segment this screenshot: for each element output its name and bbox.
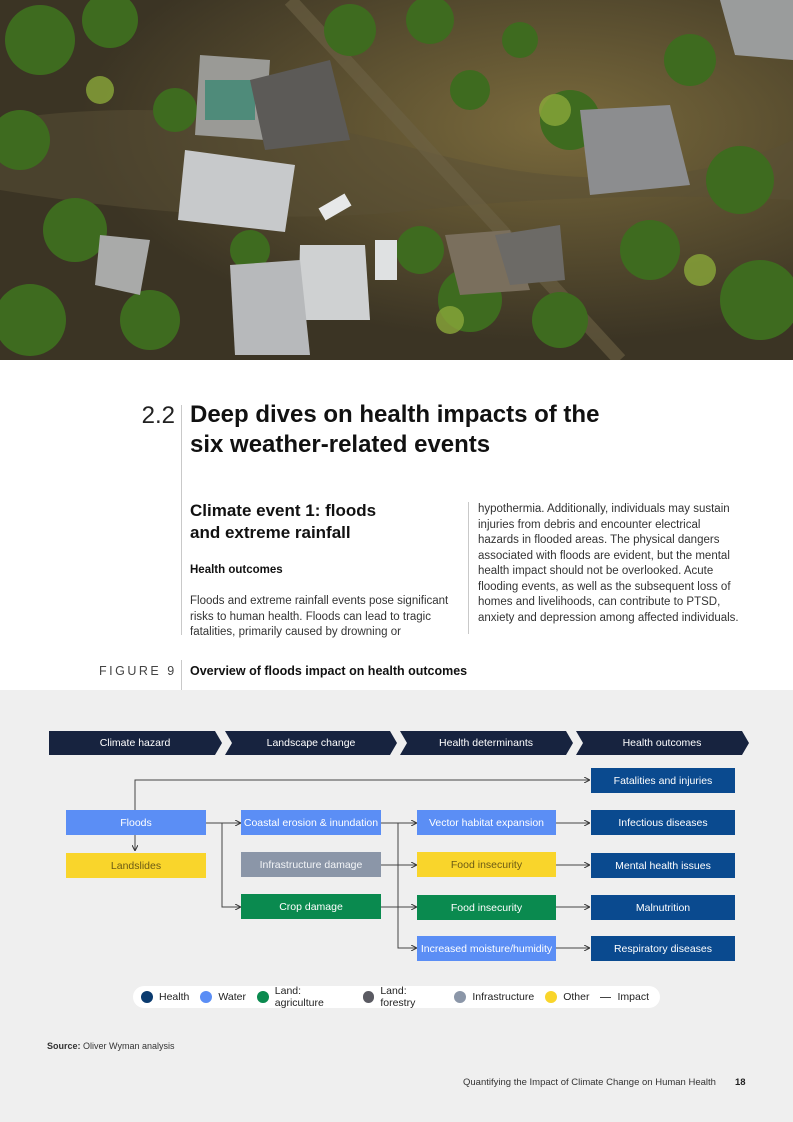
body-line: health impact should not be overlooked. Acute xyxy=(478,565,714,577)
body-line: flooding events, as well as the subsequent loss of xyxy=(478,580,731,593)
stage-climate-hazard: Climate hazard xyxy=(99,737,171,749)
outcome-mental-health: Mental health issues xyxy=(591,853,735,878)
section-title-line-2: six weather-related events xyxy=(190,431,491,458)
body-line: hypothermia. Additionally, individuals may sustain xyxy=(478,503,730,515)
determinant-increased-moisture: Increased moisture/humidity xyxy=(417,936,556,961)
legend-forestry xyxy=(363,985,444,1009)
section-number: 2.2 xyxy=(141,402,175,429)
source-note xyxy=(47,1041,174,1051)
body-line: homes and livelihoods, can contribute to PTSD, xyxy=(478,596,721,608)
section-title-line-1: Deep dives on health impacts of the xyxy=(190,401,600,428)
infrastructure-dot-icon xyxy=(454,991,466,1003)
stage-landscape-change: Landscape change xyxy=(266,737,356,749)
figure-label: FIGURE 9 xyxy=(99,664,177,678)
body-line: Floods and extreme rainfall events pose significant xyxy=(190,595,449,607)
source-text: Oliver Wyman analysis xyxy=(83,1041,175,1051)
stage-health-outcomes: Health outcomes xyxy=(622,737,702,749)
outcome-infectious-diseases: Infectious diseases xyxy=(591,810,735,835)
water-dot-icon xyxy=(200,991,212,1003)
footer-title: Quantifying the Impact of Climate Change on Human Health xyxy=(463,1077,716,1088)
page-number: 18 xyxy=(735,1077,746,1088)
agriculture-dot-icon xyxy=(257,991,269,1003)
determinant-vector-habitat: Vector habitat expansion xyxy=(417,810,556,835)
hazard-landslides: Landslides xyxy=(66,853,206,878)
outcome-respiratory-diseases: Respiratory diseases xyxy=(591,936,735,961)
impact-line-icon xyxy=(600,997,611,998)
legend-label: Impact xyxy=(617,991,649,1003)
body-line: anxiety and depression among affected individuals. xyxy=(478,611,739,624)
legend-label: Infrastructure xyxy=(472,991,535,1003)
event-heading-line-1: Climate event 1: floods xyxy=(190,501,377,520)
figure-title: Overview of floods impact on health outcomes xyxy=(190,664,468,678)
hazard-floods: Floods xyxy=(66,810,206,835)
landscape-coastal-erosion: Coastal erosion & inundation xyxy=(241,810,381,835)
legend-infrastructure xyxy=(454,991,534,1003)
health-outcomes-subheading: Health outcomes xyxy=(190,564,283,576)
legend-impact xyxy=(600,991,649,1003)
body-line: associated with floods are evident, but the mental xyxy=(478,549,730,562)
legend-other xyxy=(545,991,589,1003)
body-line: hazards in flooded areas. The physical dangers xyxy=(478,534,720,546)
legend-label: Water xyxy=(218,991,246,1003)
legend-agriculture xyxy=(257,985,352,1009)
health-dot-icon xyxy=(141,991,153,1003)
legend-label: Land: forestry xyxy=(380,985,416,1009)
legend-water xyxy=(200,991,246,1003)
stage-health-determinants: Health determinants xyxy=(439,737,533,749)
forestry-dot-icon xyxy=(363,991,375,1003)
legend-label: Health xyxy=(159,991,190,1003)
body-line: risks to human health. Floods can lead to tragic xyxy=(190,610,431,623)
other-dot-icon xyxy=(545,991,557,1003)
legend-label: Other xyxy=(563,991,590,1003)
body-line: injuries from debris and encounter electrical xyxy=(478,518,701,531)
figure-legend xyxy=(133,986,660,1008)
event-heading-line-2: and extreme rainfall xyxy=(190,523,351,542)
outcome-malnutrition: Malnutrition xyxy=(591,895,735,920)
outcome-fatalities-injuries: Fatalities and injuries xyxy=(591,768,735,793)
determinant-food-insecurity-other: Food insecurity xyxy=(417,852,556,877)
landscape-infrastructure-damage: Infrastructure damage xyxy=(241,852,381,877)
determinant-food-insecurity-agriculture: Food insecurity xyxy=(417,895,556,920)
legend-label: Land: agriculture xyxy=(274,985,324,1009)
source-label: Source: xyxy=(47,1041,81,1051)
landscape-crop-damage: Crop damage xyxy=(241,894,381,919)
legend-health xyxy=(141,991,189,1003)
body-line: fatalities, primarily caused by drowning or xyxy=(190,626,401,638)
